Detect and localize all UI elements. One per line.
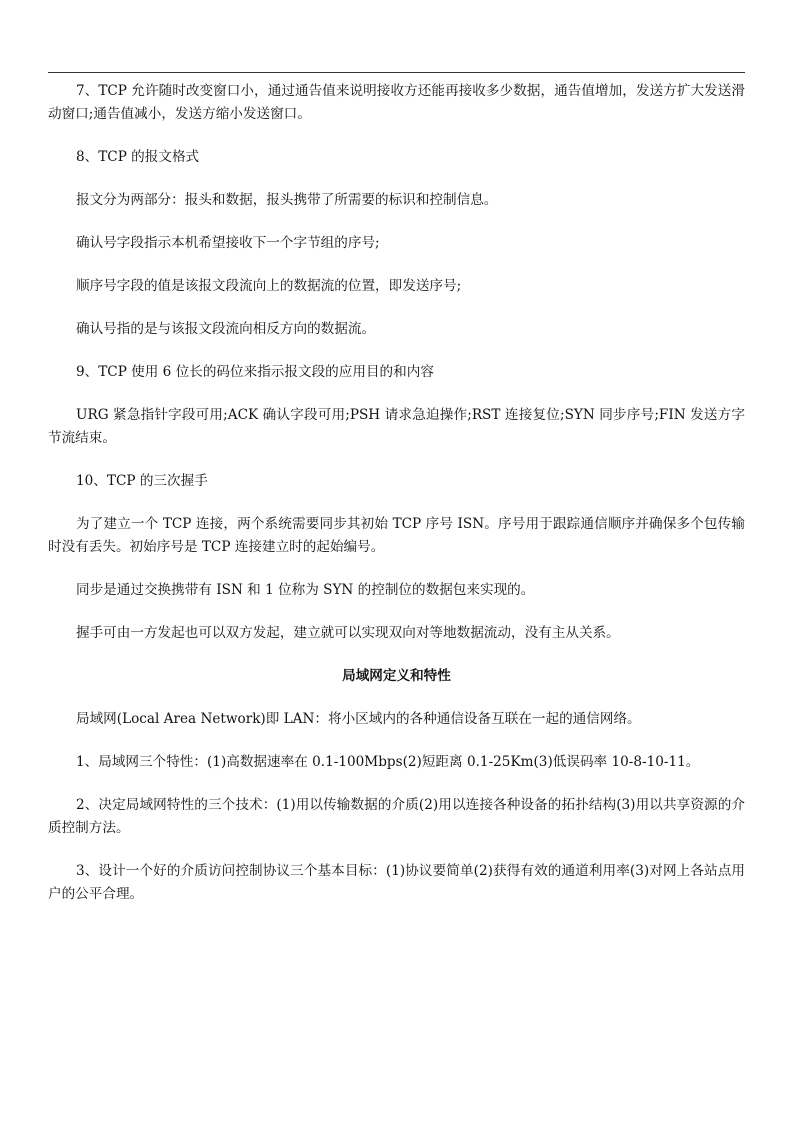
paragraph-lan-features: 1、局域网三个特性：(1)高数据速率在 0.1-100Mbps(2)短距离 0.1-25Km(3)低误码率 10-8-10-11。 (76, 754, 700, 770)
paragraph-lan-definition: 局域网(Local Area Network)即 LAN：将小区域内的各种通信设备互联在一起的通信网络。 (76, 711, 641, 727)
heading-tcp-format: 8、TCP 的报文格式 (76, 149, 200, 165)
paragraph-mac-goals: 3、设计一个好的介质访问控制协议三个基本目标：(1)协议要简单(2)获得有效的通道利用率(3)对网上各站点用户的公平合理。 (48, 863, 745, 902)
paragraph-tcp-window: 7、TCP 允许随时改变窗口小，通过通告值来说明接收方还能再接收多少数据，通告值增加，发送方扩大发送滑动窗口;通告值减小，发送方缩小发送窗口。 (48, 83, 745, 122)
paragraph-message-parts: 报文分为两部分：报头和数据，报头携带了所需要的标识和控制信息。 (76, 192, 498, 208)
paragraph-ack-meaning: 确认号指的是与该报文段流向相反方向的数据流。 (76, 321, 376, 337)
paragraph-syn: 同步是通过交换携带有 ISN 和 1 位称为 SYN 的控制位的数据包来实现的。 (76, 582, 535, 598)
heading-handshake: 10、TCP 的三次握手 (76, 473, 208, 489)
header-rule (48, 72, 745, 73)
paragraph-isn: 为了建立一个 TCP 连接，两个系统需要同步其初始 TCP 序号 ISN。序号用于跟踪通信顺序并确保多个包传输时没有丢失。初始序号是 TCP 连接建立时的起始编号。 (48, 516, 745, 555)
section-title-lan: 局域网定义和特性 (342, 668, 451, 684)
paragraph-flags: URG 紧急指针字段可用;ACK 确认字段可用;PSH 请求急迫操作;RST 连接复位;SYN 同步序号;FIN 发送方字节流结束。 (48, 407, 745, 446)
paragraph-seq-field: 顺序号字段的值是该报文段流向上的数据流的位置，即发送序号; (76, 278, 462, 294)
paragraph-handshake-init: 握手可由一方发起也可以双方发起，建立就可以实现双向对等地数据流动，没有主从关系。 (76, 625, 620, 641)
document-body (48, 80, 745, 906)
paragraph-ack-field: 确认号字段指示本机希望接收下一个字节组的序号; (76, 235, 380, 251)
paragraph-lan-technologies: 2、决定局域网特性的三个技术：(1)用以传输数据的介质(2)用以连接各种设备的拓扑结构(3)用以共享资源的介质控制方法。 (48, 797, 745, 836)
heading-code-bits: 9、TCP 使用 6 位长的码位来指示报文段的应用目的和内容 (76, 364, 434, 380)
